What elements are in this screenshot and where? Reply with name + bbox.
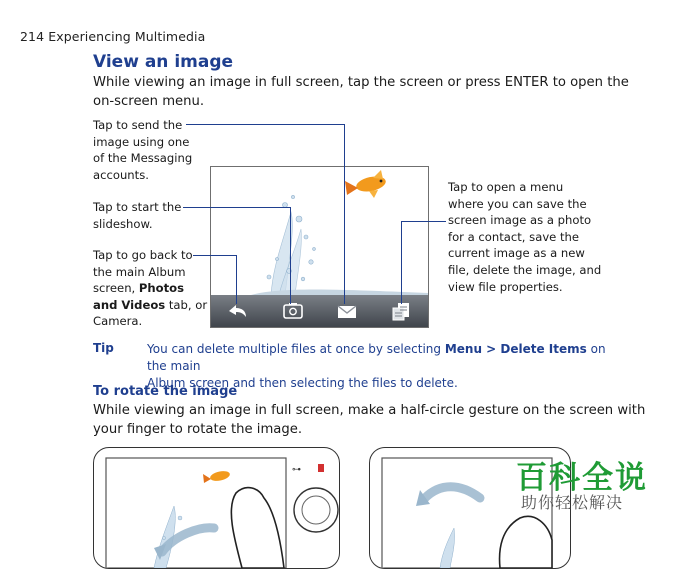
section-name: Experiencing Multimedia <box>48 29 206 44</box>
leader-send-v <box>344 124 345 304</box>
slideshow-icon[interactable] <box>281 299 305 323</box>
watermark-logo-text: 百科全说 <box>516 460 648 496</box>
section-title: View an image <box>93 52 234 72</box>
leader-menu-h <box>401 221 446 222</box>
watermark-slogan: 助你轻松解决 <box>521 493 624 512</box>
leader-send-h <box>186 124 345 125</box>
page-header <box>20 29 205 44</box>
back-arrow-icon[interactable] <box>225 299 249 323</box>
page-number: 214 <box>20 29 45 44</box>
svg-text:⊶: ⊶ <box>292 465 301 475</box>
callout-send: Tap to send the image using one of the Messaging accounts. <box>93 118 193 182</box>
envelope-icon[interactable] <box>335 299 359 323</box>
callout-menu: Tap to open a menu where you can save the screen image as a photo for a contact, save the current image as a new file, delete the image, and view file properties. <box>448 180 602 294</box>
rotate-paragraph: While viewing an image in full screen, make a half-circle gesture on the screen with your finger to rotate the image. <box>93 403 646 437</box>
intro-paragraph: While viewing an image in full screen, tap the screen or press ENTER to open the on-screen menu. <box>93 75 629 109</box>
screen-image <box>210 166 429 328</box>
leader-menu-v <box>401 221 402 304</box>
device-illustration-left <box>93 447 340 569</box>
leader-back-h <box>193 255 237 256</box>
leader-back-v <box>236 255 237 304</box>
tip-label: Tip <box>93 341 114 355</box>
callout-slideshow: Tap to start the slideshow. <box>93 200 182 231</box>
leader-slideshow-h <box>183 207 291 208</box>
leader-slideshow-v <box>290 207 291 304</box>
tip-text: You can delete multiple files at once by selecting Menu > Delete Items on the main Album screen and then selecting the files to delete. <box>147 342 606 390</box>
rotate-title: To rotate the image <box>93 384 238 399</box>
callout-back: Tap to go back to the main Album screen, Photos and Videos tab, or Camera. <box>93 248 208 329</box>
screen-toolbar <box>211 295 428 327</box>
goldfish-image <box>345 170 387 198</box>
